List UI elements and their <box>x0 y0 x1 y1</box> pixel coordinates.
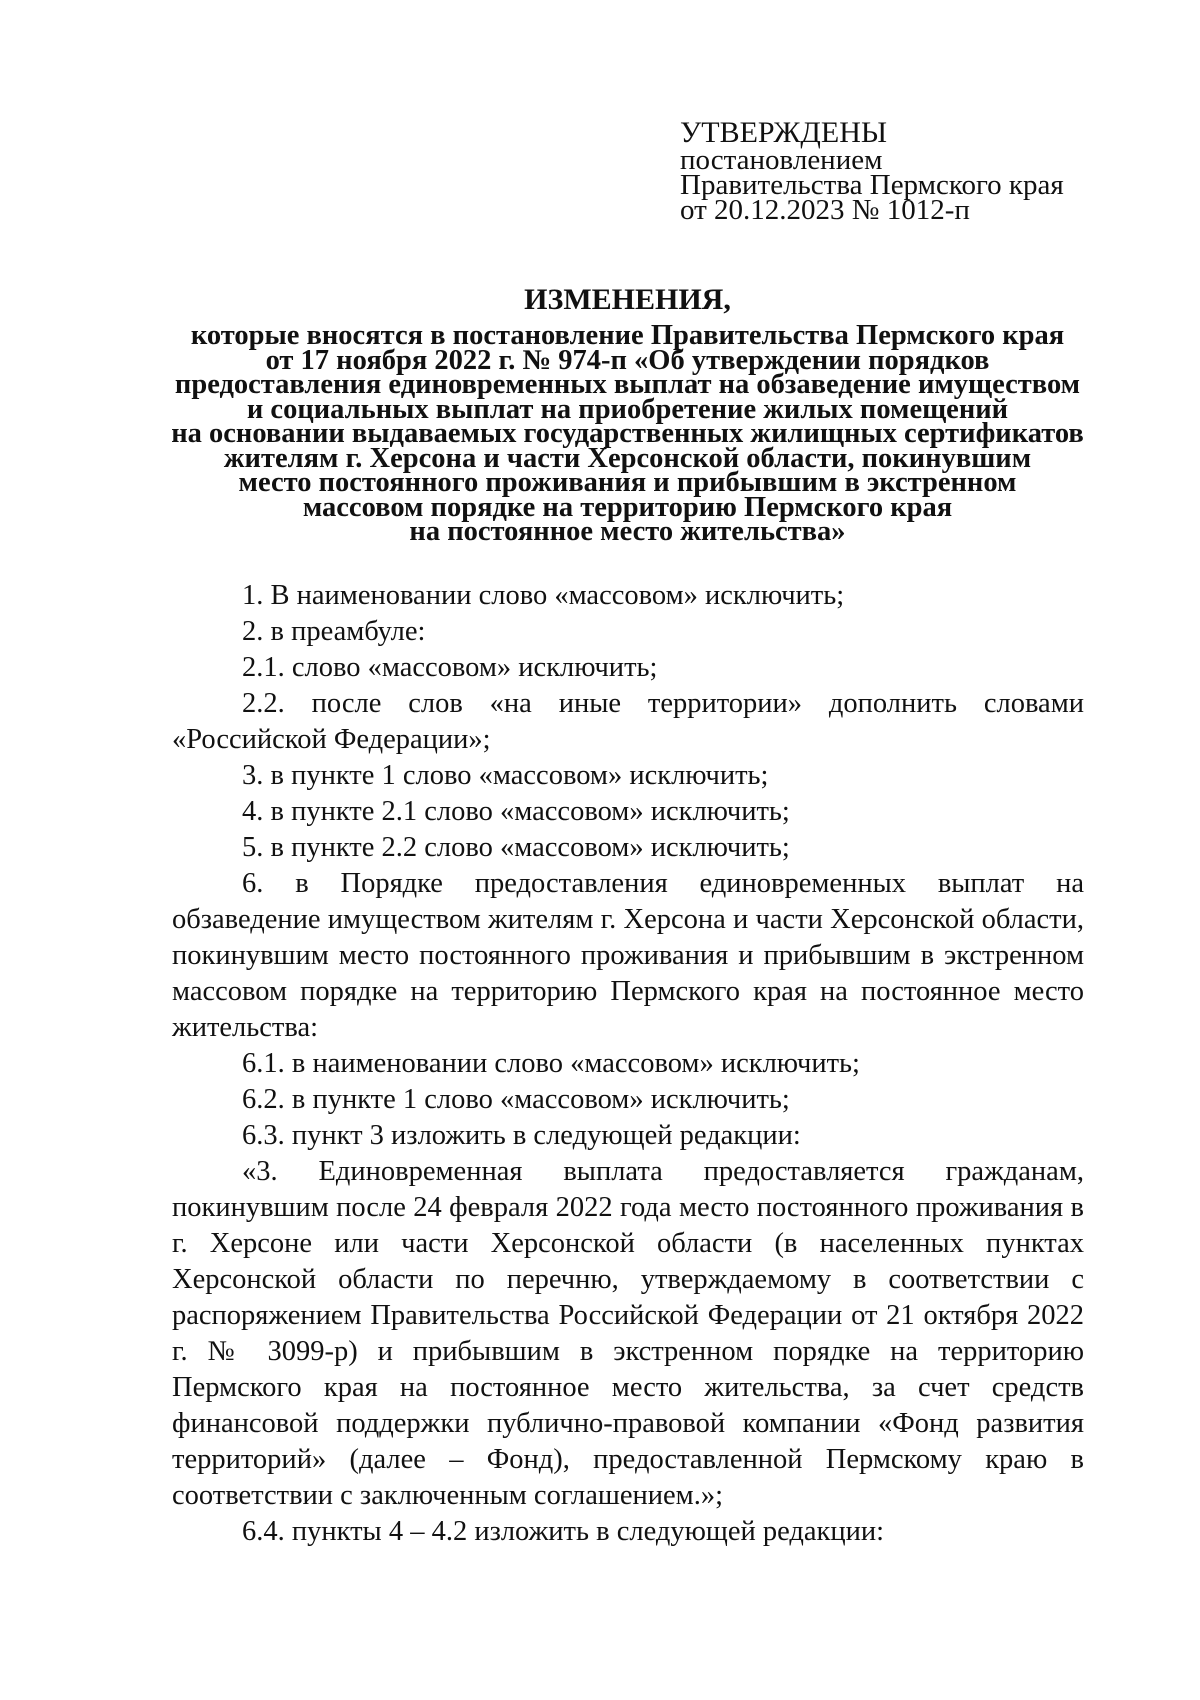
paragraph-3: 3. в пункте 1 слово «массовом» исключить; <box>242 760 769 791</box>
approval-line: Правительства Пермского края <box>680 169 1064 201</box>
subtitle-line: и социальных выплат на приобретение жилых помещений <box>246 393 1009 425</box>
subtitle-line: жителям г. Херсона и части Херсонской области, покинувшим <box>223 442 1032 474</box>
paragraph-1: 1. В наименовании слово «массовом» исключить; <box>242 580 845 611</box>
subtitle-line: которые вносятся в постановление Правительства Пермского края <box>190 320 1065 351</box>
document-subtitle <box>165 320 1090 547</box>
approval-stamp <box>680 116 1140 226</box>
subtitle-line: на постоянное место жительства» <box>409 516 846 547</box>
approval-line: от 20.12.2023 № 1012-п <box>680 194 970 226</box>
paragraph-2-1: 2.1. слово «массовом» исключить; <box>242 652 658 683</box>
paragraph-2: 2. в преамбуле: <box>242 616 426 647</box>
paragraph-4: 4. в пункте 2.1 слово «массовом» исключить; <box>242 796 790 827</box>
approval-line: постановлением <box>680 144 883 176</box>
paragraph-6-3: 6.3. пункт 3 изложить в следующей редакции: <box>242 1120 801 1151</box>
subtitle-line: от 17 ноября 2022 г. № 974-п «Об утверждении порядков <box>265 344 990 376</box>
paragraph-6-2: 6.2. в пункте 1 слово «массовом» исключить; <box>242 1084 790 1115</box>
paragraph-6: 6. в Порядке предоставления единовременных выплат на обзаведение имуществом жителям г. Херсона и части Херсонской области, покинувшим место постоянного проживания и прибывшим в экстренном массовом порядке на территорию Пермского края на постоянное место жительства: <box>172 868 1084 1043</box>
subtitle-line: на основании выдаваемых государственных жилищных сертификатов <box>171 418 1084 449</box>
subtitle-line: место постоянного проживания и прибывшим в экстренном <box>238 467 1017 498</box>
paragraph-2-2: 2.2. после слов «на иные территории» дополнить словами «Российской Федерации»; <box>172 688 1084 755</box>
paragraph-5: 5. в пункте 2.2 слово «массовом» исключить; <box>242 832 790 863</box>
document-title: ИЗМЕНЕНИЯ, <box>524 283 731 316</box>
paragraph-6-4: 6.4. пункты 4 – 4.2 изложить в следующей редакции: <box>242 1516 885 1547</box>
paragraph-quote-3: «3. Единовременная выплата предоставляется гражданам, покинувшим после 24 февраля 2022 года место постоянного проживания в г. Херсоне или части Херсонской области (в населенных пунктах Херсонской области по перечню, утверждаемому в соответствии с распоряжением Правительства Российской Федерации от 21 октября 2022 г. № 3099-р) и прибывшим в экстренном порядке на территорию Пермского края на постоянное место жительства, за счет средств финансовой поддержки публично-правовой компании «Фонд развития территорий» (далее – Фонд), предоставленной Пермскому краю в соответствии с заключенным соглашением.»; <box>172 1156 1084 1511</box>
subtitle-line: предоставления единовременных выплат на обзаведение имуществом <box>174 369 1081 400</box>
subtitle-line: массовом порядке на территорию Пермского края <box>302 491 953 523</box>
document-body <box>172 578 1084 1550</box>
paragraph-6-1: 6.1. в наименовании слово «массовом» исключить; <box>242 1048 860 1079</box>
approval-title: УТВЕРЖДЕНЫ <box>680 116 888 149</box>
